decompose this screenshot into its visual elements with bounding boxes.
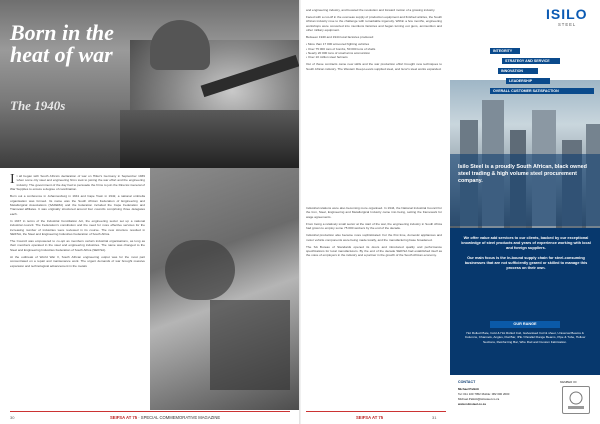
contact-title: CONTACT	[458, 380, 476, 384]
value-bar: INTEGRITY	[490, 48, 520, 54]
bullet: • More than 17 000 armoured fighting vehicles	[306, 42, 370, 47]
paragraph: From being a relatively small sector at the start of the war, the engineering industry in South Africa had grown to employ some 75 000 workers by the end of the decade.	[306, 221, 442, 231]
paragraph: The Council was empowered to co-opt as members certain industrial organisations, as long as their members operated in the steel and engineering industries. The name was changed to the Steel and Engineering Industries Federation of South Africa (SEIFSA).	[10, 239, 145, 252]
ad-overlay	[450, 154, 600, 226]
contact-email[interactable]: Michael.Pallotti@isilosteel.co.za	[458, 397, 500, 401]
value-bar: LEADERSHIP	[506, 78, 550, 84]
ad-paragraph: Our main focus is the in-bound supply chain for steel-consuming businesses that are not sufficiently geared or skilled to manage this process on their own.	[464, 255, 588, 271]
value-bar: INNOVATION	[498, 68, 538, 74]
paragraph: Industrial production also became more sophisticated. For the first time, domestic appliances and motor vehicle components were being made locally, and the manufacturing base broadened.	[306, 233, 442, 242]
paragraph: Between 1940 and 1944 local factories produced:	[306, 35, 374, 40]
article-column-right-bottom	[306, 206, 442, 260]
isilo-advertisement	[450, 0, 600, 424]
range-text: Hot Rolled Plate, Cold & Hot Rolled Coil, Galvanised Coil & sheet, Universal Beams & Columns, Channels, Angles, Flat Bar, IPE / Parallel Flange Beams, Pipe & Tube, Hollow Sections, Reinforcing Bar, Wire Rod and Custom Fabrication.	[464, 331, 586, 344]
isilo-logo: ISILO	[546, 6, 588, 22]
paragraph: Faced with a cut-off in the overseas supply of production equipment and finished articles, the South African industry rose to the challenge with remarkable ingenuity. Within a few months, engineering workshops were converted into munitions factories and began turning out guns, ammunition and other military equipment.	[306, 15, 442, 33]
ad-paragraph: We offer value add services to our clients, backed by our exceptional knowledge of steel products and years of experience working with local and foreign suppliers.	[461, 236, 591, 251]
bullet: • Nearly 20 000 tons of small arms ammunition	[306, 51, 371, 56]
isilo-logo-sub: STEEL	[558, 22, 577, 27]
contact-website[interactable]: www.isilosteel.co.za	[458, 402, 486, 406]
drop-cap: I	[10, 172, 15, 187]
era-subtitle: The 1940s	[10, 98, 66, 113]
member-label: MEMBER OF	[560, 380, 577, 384]
magazine-subtitle: · SPECIAL COMMEMORATIVE MAGAZINE	[138, 415, 221, 420]
range-heading: OUR RANGE	[490, 321, 560, 328]
right-page	[300, 0, 600, 424]
contact-name: Michael Pallotti	[458, 387, 480, 391]
seifsa-member-badge-icon	[562, 386, 590, 414]
ad-tagline: Isilo Steel is a proudly South African, black owned steel trading & high volume steel procurement company.	[458, 164, 587, 184]
paragraph: The SA Bureau of Standards opened its doors and introduced quality and performance specifications for local manufacturers. By the end of the decade SEIFSA had established itself as the voice of employers in the industry and a partner in the growth of the South African economy.	[306, 244, 442, 258]
paragraph: Industrial relations were also becoming more organised. In 1944, the National Industrial Council for the Iron, Steel, Engineering and Metallurgical Industry came into being, setting the framework for wage agreements.	[306, 206, 442, 219]
bullet: • Over 75 000 tons of bombs, 50 000 tons of shells	[306, 46, 376, 51]
page-number: 30	[10, 415, 15, 420]
contact-phone: Tel: 011 100 7952 Mobile: 082 000 2000	[458, 392, 510, 396]
magazine-footer	[110, 415, 220, 420]
headline: Born in the heat of war	[10, 20, 114, 67]
paragraph: At the outbreak of World War II, South African engineering output was for the most part concentrated on a repair and maintenance work. The urgent demands of war brought massive expansion and technological advancement in the metals	[10, 254, 145, 268]
page-number: 31	[432, 415, 437, 420]
paragraph: Out of these contracts came new skills and the war production effort brought new techniques to South African industry. The Western Deep-Levels supplied steel, and Iscor's steel works expanded.	[306, 62, 442, 71]
bullet: • Over 10 million steel helmets	[306, 55, 348, 60]
magazine-name: SEIFSA AT 75	[356, 415, 384, 420]
hero-photo	[0, 0, 300, 168]
article-column-right-top	[306, 8, 442, 74]
paragraph: In 1947 in terms of the Industrial Conciliation Act, the engineering sector set up a national industrial council. The Federation's constitution and the need for more effective services for the increasing number of industries were reviewed in its course. The new structure resulted in SEIFSA, the Steel and Engineering Industries Federation of South Africa.	[10, 218, 145, 237]
paragraph: Born out a conference in Johannesburg in 1941 and Cape Town in 1942, a national umbrella organisation was formed. Its name was the South African Federation of Engineering and Metallurgical Associations (SAFEMA) and the federation included the Cape Federation and Transvaal affiliates. It was originally structured around four councils comprising three delegates each.	[10, 194, 145, 216]
magazine-name: SEIFSA AT 75	[110, 415, 138, 420]
ad-copy	[458, 236, 594, 275]
footer-rule	[10, 411, 290, 412]
magazine-footer	[356, 415, 383, 420]
paragraph: and engineering industry, and boosted the resolution and forward motion of a growing industry.	[306, 8, 436, 12]
paragraph: t all began with South Africa's declaration of war on Hitler's Germany in September 1939 when some city steel and engineering firms took to joining the war effort and the engineering industry. The government of the day had to persuade the firms to join the Director-General of War Supplies to ensure a degree of coordination.	[10, 174, 145, 192]
value-bar: OVERALL CUSTOMER SATISFACTION	[490, 88, 594, 94]
contact-box	[450, 375, 600, 424]
value-bar: STRATEGY AND SERVICE	[502, 58, 560, 64]
article-column-left	[10, 174, 145, 271]
footer-rule	[306, 411, 446, 412]
